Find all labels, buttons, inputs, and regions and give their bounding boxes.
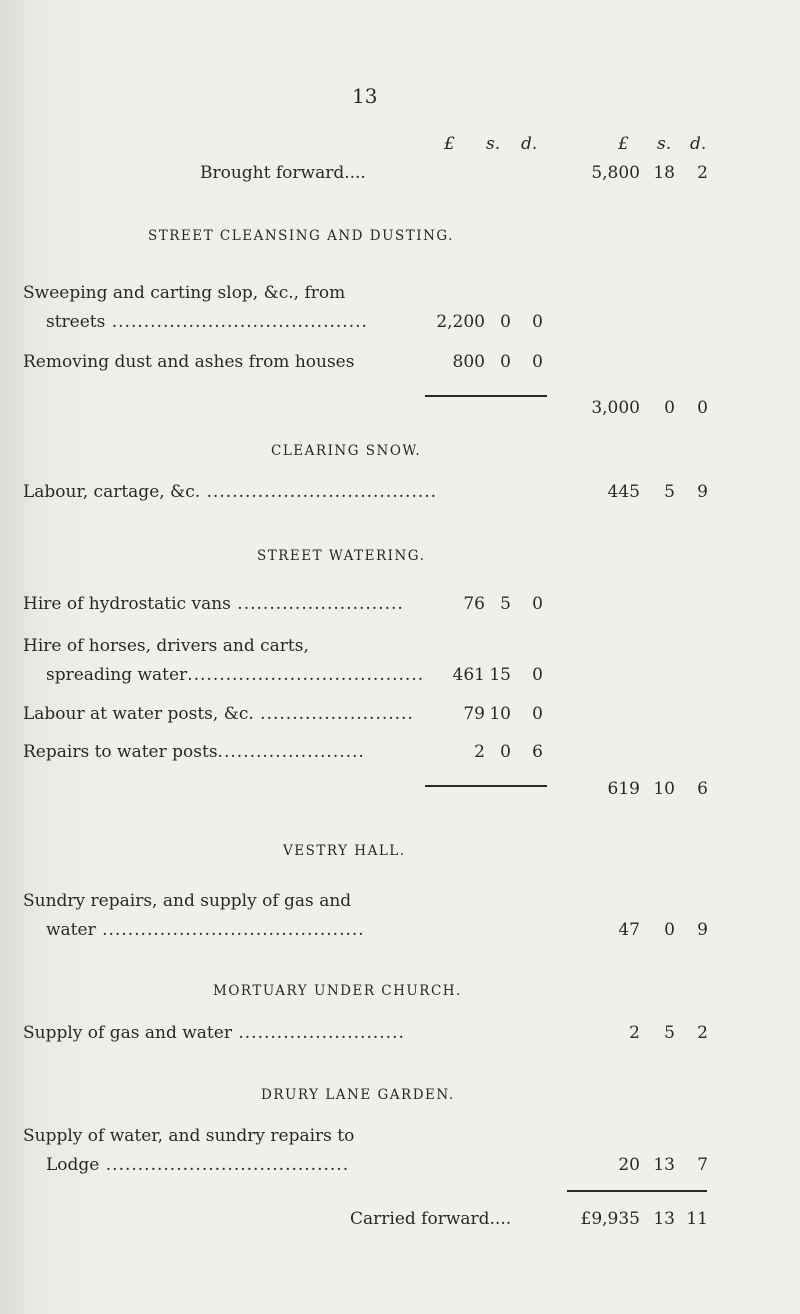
subtotal-rule [425,395,547,397]
item-removing-dust-label: Removing dust and ashes from houses [23,352,355,372]
item-mortuary-supply: Supply of gas and water .......................... [23,1023,405,1043]
item-sweeping-pounds: 2,200 [436,312,485,332]
item-vestry-pence: 9 [697,920,708,940]
item-vestry-shillings: 0 [664,920,675,940]
dot-leader: ........................................ [105,312,368,332]
item-hire-horses-line2: spreading water..................................... [46,665,425,685]
item-vestry-line1: Sundry repairs, and supply of gas and [23,891,352,911]
item-labour-water-posts-pence: 0 [532,704,543,724]
item-vestry-line2: water ......................................... [46,920,365,940]
item-sweeping-shillings: 0 [500,312,511,332]
item-drury-pounds: 20 [618,1155,640,1175]
item-hydrostatic-vans-pounds: 76 [463,594,485,614]
item-hire-horses-shillings: 15 [489,665,511,685]
carried-forward-shillings: 13 [653,1209,675,1229]
item-vestry-pounds: 47 [618,920,640,940]
carried-forward-pence: 11 [686,1209,708,1229]
street-cleansing-total-shillings: 0 [664,398,675,418]
section-heading-vestry-hall: VESTRY HALL. [283,843,406,859]
item-repairs-water-posts-pence: 6 [532,742,543,762]
section-heading-street-cleansing: STREET CLEANSING AND DUSTING. [148,228,454,244]
item-labour-water-posts-pounds: 79 [463,704,485,724]
carried-forward-pounds: £9,935 [580,1209,640,1229]
inner-pence-header: d. [521,134,538,154]
dot-leader: ...................................... [99,1155,350,1175]
carried-forward-label: Carried forward.... [350,1209,512,1229]
item-labour-water-posts: Labour at water posts, &c. ........................ [23,704,414,724]
item-removing-dust-shillings: 0 [500,352,511,372]
item-mortuary-shillings: 5 [664,1023,675,1043]
item-hire-horses-pounds: 461 [452,665,485,685]
inner-shillings-header: s. [486,134,501,154]
item-removing-dust-pence: 0 [532,352,543,372]
item-hydrostatic-vans: Hire of hydrostatic vans .......................... [23,594,404,614]
street-watering-total-pence: 6 [697,779,708,799]
section-heading-clearing-snow: CLEARING SNOW. [271,443,422,459]
street-cleansing-total-pounds: 3,000 [591,398,640,418]
item-sweeping-pence: 0 [532,312,543,332]
street-watering-total-shillings: 10 [653,779,675,799]
item-drury-shillings: 13 [653,1155,675,1175]
item-sweeping-line1: Sweeping and carting slop, &c., from [23,283,346,303]
item-hire-horses-line1: Hire of horses, drivers and carts, [23,636,309,656]
dot-leader: ..................................... [187,665,425,685]
outer-pence-header: d. [690,134,707,154]
item-drury-line1: Supply of water, and sundry repairs to [23,1126,355,1146]
brought-forward-pence: 2 [697,163,708,183]
dot-leader: ....................... [217,742,365,762]
section-heading-drury-lane: DRURY LANE GARDEN. [261,1087,455,1103]
item-labour-water-posts-shillings: 10 [489,704,511,724]
item-removing-dust-pounds: 800 [452,352,485,372]
item-labour-cartage-pence: 9 [697,482,708,502]
dot-leader: .......................... [230,594,404,614]
item-repairs-water-posts-pounds: 2 [474,742,485,762]
dot-leader: .................................... [200,482,438,502]
page-number: 13 [352,84,378,108]
item-hydrostatic-vans-pence: 0 [532,594,543,614]
brought-forward-label: Brought forward.... [200,163,366,183]
item-labour-cartage: Labour, cartage, &c. .................................... [23,482,438,502]
item-labour-cartage-pounds: 445 [607,482,640,502]
dot-leader: ........................ [253,704,414,724]
dot-leader: .......................... [231,1023,405,1043]
outer-shillings-header: s. [657,134,672,154]
dot-leader: ......................................... [95,920,365,940]
street-cleansing-total-pence: 0 [697,398,708,418]
item-drury-pence: 7 [697,1155,708,1175]
item-mortuary-pounds: 2 [629,1023,640,1043]
brought-forward-shillings: 18 [653,163,675,183]
outer-pounds-header: £ [618,134,629,154]
item-hire-horses-pence: 0 [532,665,543,685]
item-drury-line2: Lodge ...................................... [46,1155,350,1175]
item-repairs-water-posts-shillings: 0 [500,742,511,762]
inner-pounds-header: £ [444,134,455,154]
street-watering-total-pounds: 619 [607,779,640,799]
item-repairs-water-posts: Repairs to water posts....................... [23,742,365,762]
brought-forward-pounds: 5,800 [591,163,640,183]
item-sweeping-line2: streets ........................................ [46,312,368,332]
item-mortuary-pence: 2 [697,1023,708,1043]
total-rule [567,1190,707,1192]
section-heading-street-watering: STREET WATERING. [257,548,426,564]
item-labour-cartage-shillings: 5 [664,482,675,502]
item-hydrostatic-vans-shillings: 5 [500,594,511,614]
subtotal-rule [425,785,547,787]
section-heading-mortuary: MORTUARY UNDER CHURCH. [213,983,462,999]
